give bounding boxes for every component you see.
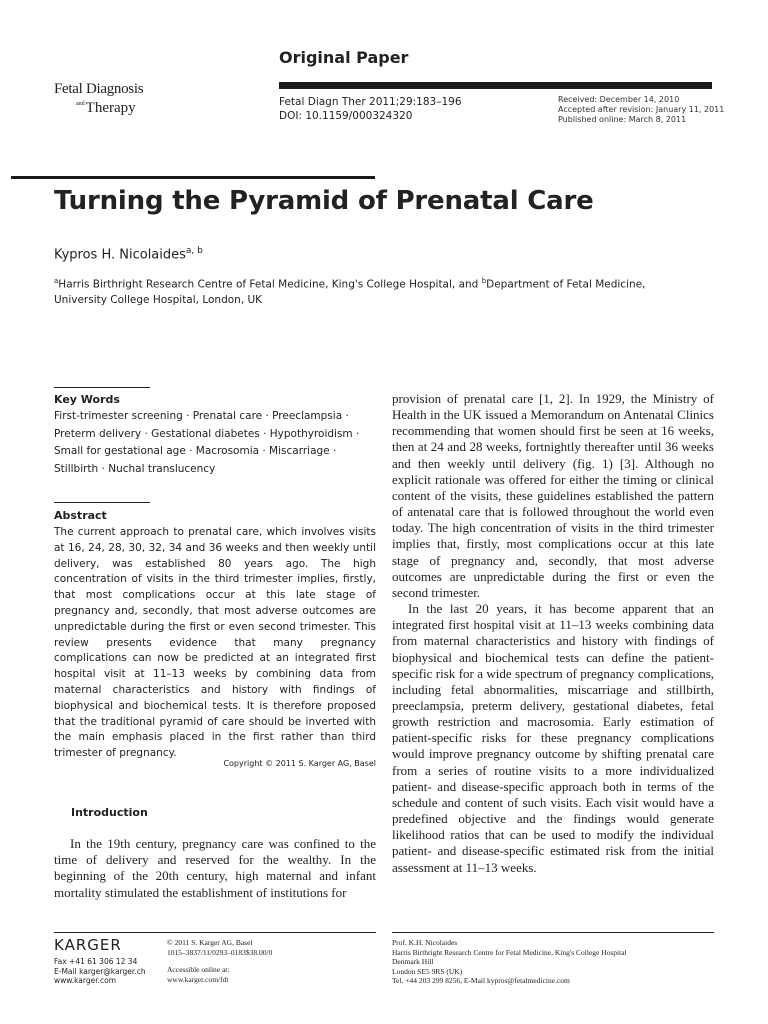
correspondence-city: London SE5 9RS (UK) [392, 966, 463, 976]
publisher-fax: Fax +41 61 306 12 34 [54, 957, 138, 966]
affiliation [54, 274, 694, 309]
header-rule [279, 82, 712, 89]
correspondence-contact: Tel. +44 203 299 8256, E-Mail kypros@fetalmedicine.com [392, 976, 570, 985]
right-column-body [392, 391, 714, 876]
journal-name-line2: Therapy [85, 100, 136, 116]
date-published: Published online: March 8, 2011 [558, 115, 687, 124]
publication-copyright: © 2011 S. Karger AG, Basel [167, 938, 253, 947]
author-affiliation-marks: a, b [185, 246, 203, 256]
journal-logo [54, 82, 174, 116]
publication-issn: 1015–3837/11/0293–0183$38.00/0 [167, 947, 273, 957]
article-title: Turning the Pyramid of Prenatal Care [54, 186, 594, 216]
title-rule [11, 176, 375, 179]
citation-ref: Fetal Diagn Ther 2011;29:183–196 [279, 96, 462, 108]
abstract-heading: Abstract [54, 509, 107, 522]
author-name: Kypros H. Nicolaides [54, 247, 186, 263]
affiliation-b-text: Department of Fetal Medicine, [486, 278, 646, 291]
publication-info [167, 938, 272, 984]
correspondence-institution: Harris Birthright Research Centre for Fetal Medicine, King's College Hospital [392, 947, 627, 957]
introduction-body [54, 836, 376, 901]
affiliation-line2: University College Hospital, London, UK [54, 294, 263, 306]
body-paragraph-1: provision of prenatal care [1, 2]. In 1929, the Ministry of Health in the UK issued a Memorandum on Antenatal Clinics recommending that women should first be seen at 16 weeks, then at 24 and 28 weeks, fortnightly thereafter until 36 weeks and then weekly until delivery (fig. 1) [3]. Although no explicit rationale was offered for either the timing or clinical content of the visits, these guidelines established the pattern of antenatal care that is followed throughout the world even today. The high concentration of visits in the third trimester implies that, firstly, most complications occur at this late stage of pregnancy and, secondly, that most adverse outcomes are unpredictable during the first or even the second trimester. [392, 391, 714, 600]
citation-doi: DOI: 10.1159/000324320 [279, 110, 413, 122]
keywords-text: First-trimester screening · Prenatal care · Preeclampsia · Preterm delivery · Gestational diabetes · Hypothyroidism · Small for gestational age · Macrosomia · Miscarriage · Stillbirth · Nuchal translucency [54, 410, 360, 475]
journal-name-line1: Fetal Diagnosis [54, 81, 144, 97]
author [54, 246, 203, 262]
citation [279, 95, 462, 123]
correspondence [392, 938, 627, 986]
footer-rule-right [392, 932, 714, 933]
abstract-rule [54, 502, 150, 503]
publisher-website[interactable]: www.karger.com [54, 976, 117, 985]
publisher-contact [54, 957, 146, 986]
affiliation-mark-b: b [481, 277, 487, 285]
publisher-logo: KARGER [54, 936, 122, 954]
publisher-email[interactable]: E-Mail karger@karger.ch [54, 966, 146, 976]
introduction-heading: Introduction [71, 806, 148, 819]
correspondence-name: Prof. K.H. Nicolaides [392, 938, 458, 947]
journal-name-and: and [76, 101, 85, 107]
keywords-rule [54, 387, 150, 388]
date-accepted: Accepted after revision: January 11, 2011 [558, 105, 725, 114]
keywords-heading: Key Words [54, 393, 120, 406]
affiliation-a-text: Harris Birthright Research Centre of Fetal Medicine, King's College Hospital, and [58, 278, 482, 291]
abstract-text: The current approach to prenatal care, which involves visits at 16, 24, 28, 30, 32, 34 and 36 weeks and then weekly until delivery, was established 80 years ago. The high concentration of visits in the third trimester implies, firstly, that most complications occur at this late stage of pregnancy and, secondly, that most adverse outcomes are unpredictable during the first or even second trimester. This review presents evidence that many pregnancy complications can now be predicted at an integrated first hospital visit at 11–13 weeks by combining data from maternal characteristics and history with findings of biophysical and biochemical tests. It is therefore proposed that the traditional pyramid of care should be inverted with the main emphasis placed in the first rather than third trimester of pregnancy. [54, 526, 376, 760]
journal-url[interactable]: www.karger.com/fdt [167, 974, 229, 984]
body-paragraph-2: In the last 20 years, it has become apparent that an integrated first hospital visit at 11–13 weeks combining data from maternal characteristics and history with findings of biophysical and biochemical tests can define the patient-specific risk for a wide spectrum of pregnancy complications, including fetal abnormalities, miscarriage and stillbirth, preeclampsia, preterm delivery, gestational diabetes, fetal growth restriction and macrosomia. Early estimation of patient-specific risks for these pregnancy complications would improve pregnancy outcome by shifting prenatal care from a series of routine visits to a more individualized patient- and disease-specific approach both in terms of the schedule and content of such visits. Each visit would have a predefined objective and the findings would generate likelihood ratios that can be used to modify the individual patient- and disease-specific estimated risk from the initial assessment at 11–13 weeks. [392, 601, 714, 875]
footer-rule-left [54, 932, 376, 933]
date-received: Received: December 14, 2010 [558, 95, 680, 104]
accessible-online-label: Accessible online at: [167, 965, 230, 974]
paper-type: Original Paper [279, 48, 409, 67]
introduction-paragraph: In the 19th century, pregnancy care was confined to the time of delivery and reserved for the wealthy. In the beginning of the 20th century, high maternal and infant mortality stimulated the establishment of institutions for [54, 836, 376, 900]
affiliation-mark-a: a [54, 277, 59, 285]
article-dates [558, 95, 724, 125]
abstract-copyright: Copyright © 2011 S. Karger AG, Basel [223, 759, 376, 768]
correspondence-street: Denmark Hill [392, 957, 434, 966]
